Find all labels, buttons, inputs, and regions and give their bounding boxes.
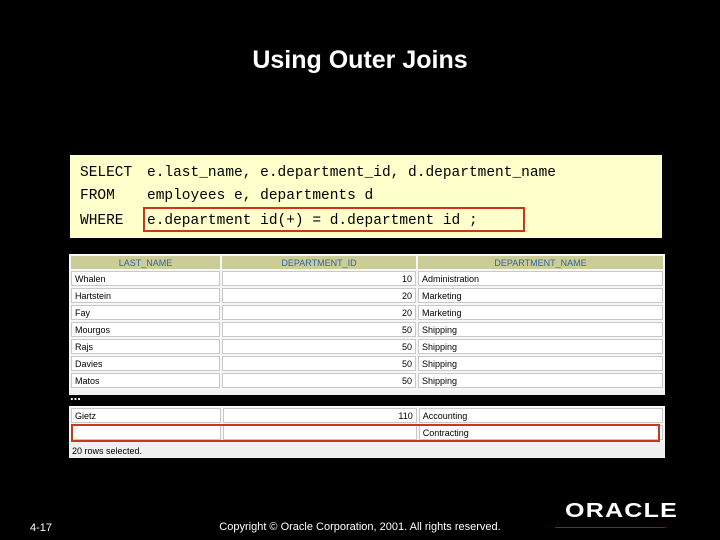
- table-row: [71, 356, 663, 371]
- rows-selected-label: 20 rows selected.: [72, 446, 143, 456]
- table-row: [71, 271, 663, 286]
- table-header-row: [71, 256, 663, 269]
- cell-department-name: Accounting: [419, 408, 663, 423]
- cell-department-name: Administration: [418, 271, 663, 286]
- cell-department-id: 50: [222, 339, 416, 354]
- table-row: [71, 305, 663, 320]
- sql-select-clause: e.last_name, e.department_id, d.department_name: [147, 165, 556, 181]
- table-row: [71, 408, 663, 423]
- sql-line-from: [80, 188, 373, 204]
- cell-department-name: Shipping: [418, 322, 663, 337]
- result-grid-1: [69, 254, 665, 390]
- cell-last-name: Matos: [71, 373, 220, 388]
- result-table-part1: [69, 254, 665, 395]
- column-header-department-name: DEPARTMENT_NAME: [418, 256, 663, 269]
- sql-from-clause: employees e, departments d: [147, 188, 374, 204]
- where-clause-highlight: [143, 207, 525, 232]
- oracle-logo: ORACLE: [565, 500, 679, 522]
- table-row: [71, 288, 663, 303]
- cell-department-name: Shipping: [418, 373, 663, 388]
- cell-last-name: Gietz: [71, 408, 221, 423]
- table-row: [71, 373, 663, 388]
- sql-code-box: [70, 155, 662, 238]
- logo-underline: [555, 527, 665, 528]
- slide-title: Using Outer Joins: [252, 46, 468, 74]
- cell-department-id: 50: [222, 356, 416, 371]
- cell-department-id: 50: [222, 322, 416, 337]
- sql-where-clause: e.department id(+) = d.department id ;: [147, 213, 478, 229]
- slide-number: 4-17: [30, 522, 53, 534]
- cell-department-id: 10: [222, 271, 416, 286]
- cell-department-name: Shipping: [418, 356, 663, 371]
- cell-department-id: 110: [223, 408, 417, 423]
- cell-department-name: Contracting: [419, 425, 663, 440]
- column-header-last-name: LAST_NAME: [71, 256, 220, 269]
- cell-department-name: Shipping: [418, 339, 663, 354]
- copyright-text: Copyright © Oracle Corporation, 2001. All rights reserved.: [219, 521, 501, 533]
- sql-keyword-from: FROM: [80, 188, 115, 204]
- cell-last-name: Fay: [71, 305, 220, 320]
- sql-keyword-select: SELECT: [80, 165, 133, 181]
- cell-department-id: 20: [222, 305, 416, 320]
- cell-last-name: Whalen: [71, 271, 220, 286]
- cell-department-name: Marketing: [418, 305, 663, 320]
- sql-keyword-where: WHERE: [80, 213, 124, 229]
- cell-last-name: Hartstein: [71, 288, 220, 303]
- cell-department-id: 50: [222, 373, 416, 388]
- cell-last-name: Rajs: [71, 339, 220, 354]
- cell-department-id: 20: [222, 288, 416, 303]
- outer-join-row-highlight: [71, 424, 660, 442]
- table-row: [71, 339, 663, 354]
- column-header-department-id: DEPARTMENT_ID: [222, 256, 416, 269]
- rows-omitted-ellipsis: ...: [70, 388, 81, 403]
- sql-line-select: [80, 165, 556, 181]
- cell-department-name: Marketing: [418, 288, 663, 303]
- cell-last-name: Davies: [71, 356, 220, 371]
- cell-last-name: Mourgos: [71, 322, 220, 337]
- table-row: [71, 322, 663, 337]
